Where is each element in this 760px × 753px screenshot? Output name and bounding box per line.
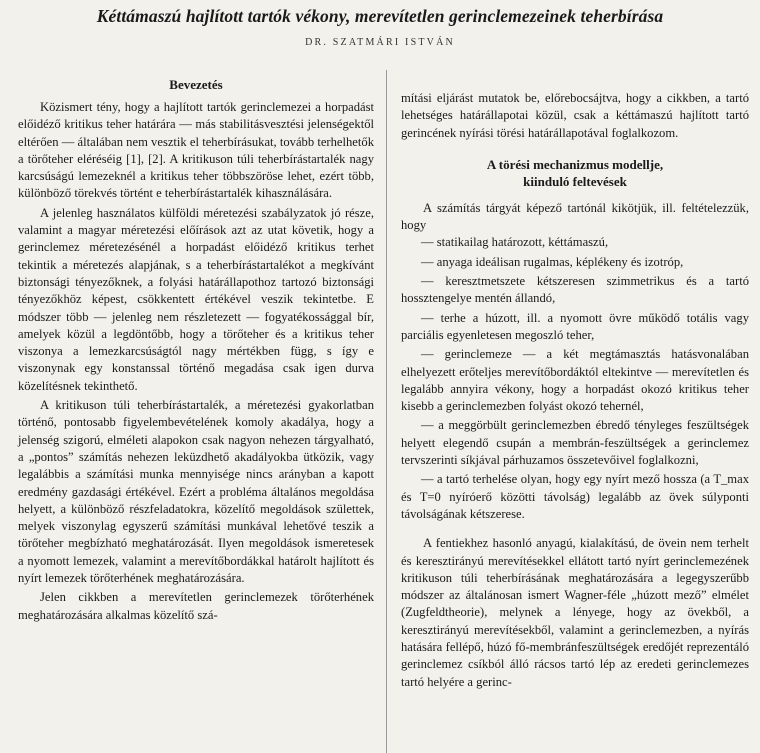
paragraph: A fentiekhez hasonló anyagú, kialakítású, de övein nem terhelt és keresztirányú merevítésekkel ellátott tartó nyírt gerinclemezének kritikuson túli teherbírásának meghatározására a legegyszerűbb módszer az általánosan ismert Wagner-féle „húzott mező” elmélet (Zugfeldtheorie), melynek a lényege, hogy az övekből, a keresztirányú merevítésekből, valamint a gerinclemezben, a nyírás hatására fellépő, húzó fő-membránfeszültségek eredőjét reprezentáló gerinclemez csíkból álló rácsos tartó lép az eredeti gerinclemezes tartó helyére a gerinc- [401, 536, 749, 689]
paragraph: Közismert tény, hogy a hajlított tartók gerinclemezei a horpadást előidéző kritikus teher határára — más stabilitásvesztési jelenségektől eltérően — általában nem vesztik el teherbírásukat, tovább terhelhetők a törőteher eléréséig [1], [2]. A kritikuson túli teherbírástartalék nagy karcsúságú lemezeknél a kritikus teher többszöröse lehet, ezért több, különböző törekvés történt e teherbírástartalék kihasználására. [18, 100, 374, 201]
heading-line: A törési mechanizmus modellje, [486, 156, 664, 172]
paragraph: Jelen cikkben a merevítetlen gerinclemezek törőterhének meghatározására alkalmas közelítő szá- [18, 590, 374, 622]
paragraph: A kritikuson túli teherbírástartalék, a méretezési gyakorlatban történő, pontosabb figyelembevételének komoly akadálya, hogy a jelenség szigorú, elméleti alapokon csak nagyon nehezen tárgyalható, a „pontos” számítás nehezen leküzdhető akadályokba ütközik, vagy legalábbis a számítási munka mennyisége nincs arányban a kapott eredmény gazdasági értékével. Ezért a probléma általános megoldása helyett, a különböző részfeladatokra, közelítő megoldások születtek, melyek viszonylag egyszerű számítási munkával lehetővé teszik a törőteher megbízható meghatározását. Ilyen megoldások ismeretesek a nyomott lemezek, valamint a merevítőbordákkal határolt hajlított és nyírt lemezek törőterhének meghatározására. [18, 398, 374, 586]
list-item: — gerinclemeze — a két megtámasztás hatásvonalában elhelyezett erőteljes merevítőbordáktól eltekintve — merevítetlen és legalább annyira vékony, hogy a horpadást okozó kritikus teher kisebb a gerinclemezben folyást okozó tehernél, [401, 347, 749, 414]
author-name: DR. SZATMÁRI ISTVÁN [305, 37, 455, 48]
list-item: — keresztmetszete kétszeresen szimmetrikus és a tartó hossztengelye mentén állandó, [401, 274, 749, 306]
right-column [401, 90, 749, 691]
list-item: — terhe a húzott, ill. a nyomott övre működő totális vagy parciális egyenletesen megoszló teher, [401, 310, 749, 342]
column-divider [386, 70, 387, 753]
article-title: Kéttámaszú hajlított tartók vékony, merevítetlen gerinclemezeinek teherbírása [96, 6, 664, 26]
section-heading-mechanism [401, 156, 749, 190]
list-item: — anyaga ideálisan rugalmas, képlékeny és izotróp, [421, 254, 684, 269]
list-item: — statikailag határozott, kéttámaszú, [421, 235, 609, 250]
paragraph-continued: mítási eljárást mutatok be, előrebocsájtva, hogy a cikkben, a tartó lehetséges határállapotai közül, csak a kéttámaszú hajlított tartó gerincének nyírási törési határállapotával foglalkozom. [401, 91, 749, 140]
assumption-list [401, 234, 749, 523]
section-heading-intro: Bevezetés [169, 77, 223, 92]
list-item: — a tartó terhelése olyan, hogy egy nyírt mező hossza (a T_max és T=0 nyíróerő közötti távolság) legalább az övek súlyponti távolságának kétszerese. [401, 472, 749, 521]
paragraph: A jelenleg használatos külföldi méretezési szabályzatok jó része, valamint a magyar méretezési előírások azt az utat követik, hogy a gerinclemez méretezésénél a horpadást előidéző kritikus terhet tekintik a méretezés alapjának, s a teherbírástartalékot a megkívánt biztonsági tényezőknek, a folyási határállapothoz tartozó biztonsági tényezőkhöz képest, csökkentett értékével veszik tekintetbe. E módszer több — jelenleg nem részletezett — fogyatékossággal bír, amelyek közül a legdöntőbb, hogy a törőteher és a kritikus teher viszonya a lemezkarcsúságtól nagy mértékben függ, s így e viszonynak egy konstanssal történő megadása csak igen durva közelítésnek tekinthető. [18, 205, 374, 393]
paragraph: A számítás tárgyát képező tartónál kikötjük, ill. feltételezzük, hogy [401, 200, 749, 233]
left-column [18, 76, 374, 624]
heading-line: kiinduló feltevések [523, 173, 627, 189]
list-item: — a meggörbült gerinclemezben ébredő tényleges feszültségek helyett elegendő csupán a membrán-feszültségek a gerinclemez tervszerinti síkjával párhuzamos összetevőivel foglalkozni, [401, 418, 749, 468]
